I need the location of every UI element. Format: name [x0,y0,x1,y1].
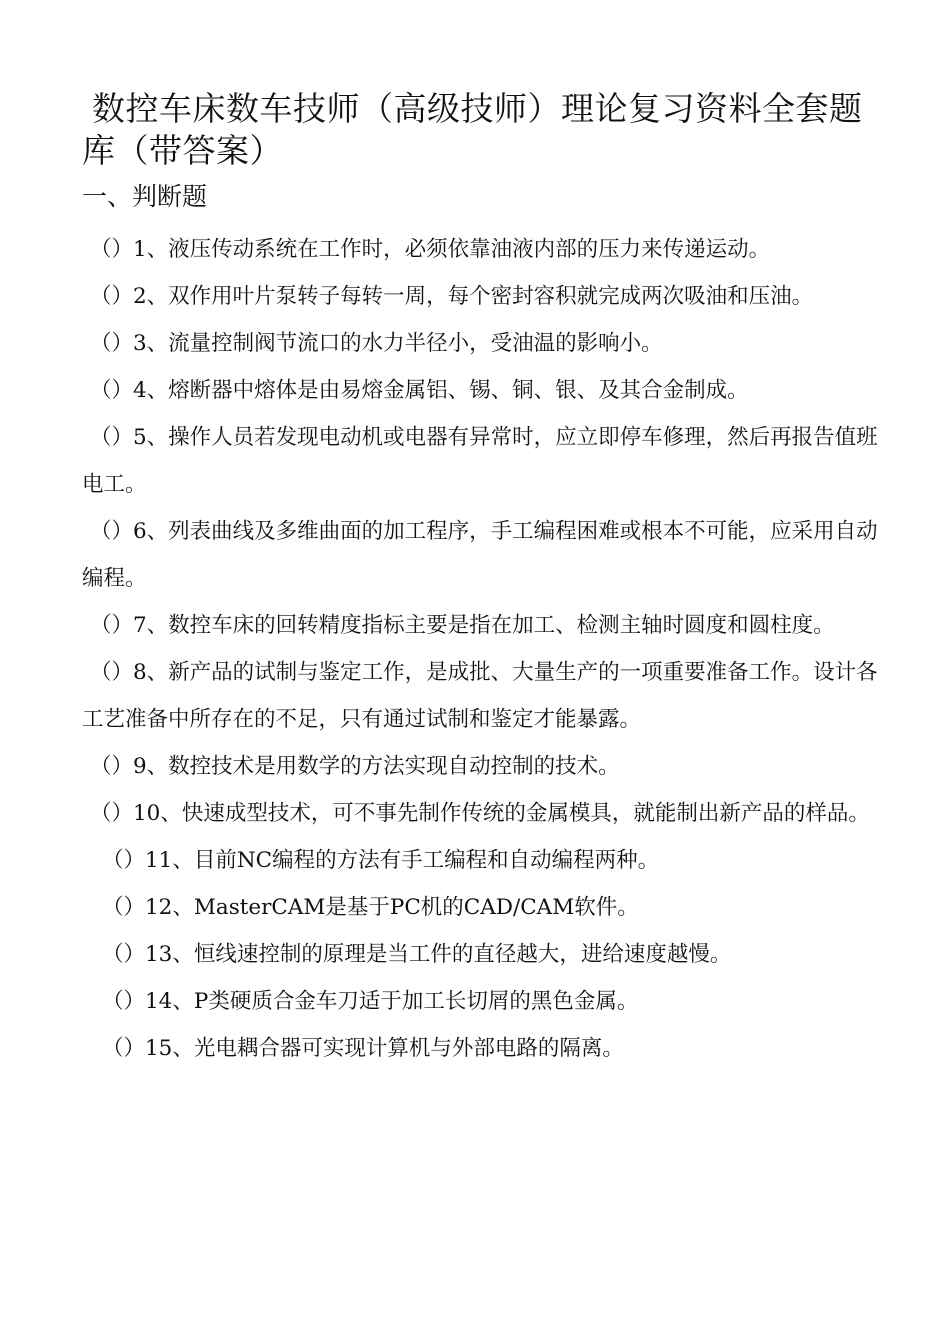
question-item: （）11、目前NC编程的方法有手工编程和自动编程两种。 [102,848,660,873]
question-item: （）15、光电耦合器可实现计算机与外部电路的隔离。 [102,1036,624,1061]
question-item: （）3、流量控制阀节流口的水力半径小，受油温的影响小。 [90,331,663,356]
question-list [82,226,882,1072]
question-item: （）4、熔断器中熔体是由易熔金属铝、锡、铜、银、及其合金制成。 [90,378,749,403]
section-heading: 一、判断题 [82,182,208,211]
document-title: 数控车床数车技师（高级技师）理论复习资料全套题库（带答案） [82,89,863,170]
question-item: （）5、操作人员若发现电动机或电器有异常时，应立即停车修理，然后再报告值班电工。 [82,425,878,497]
question-item: （）8、新产品的试制与鉴定工作，是成批、大量生产的一项重要准备工作。设计各工艺准备中所存在的不足，只有通过试制和鉴定才能暴露。 [82,660,878,732]
question-item: （）1、液压传动系统在工作时，必须依靠油液内部的压力来传递运动。 [90,237,771,262]
question-item: （）7、数控车床的回转精度指标主要是指在加工、检测主轴时圆度和圆柱度。 [90,613,835,638]
question-item: （）13、恒线速控制的原理是当工件的直径越大，进给速度越慢。 [102,942,732,967]
question-item: （）9、数控技术是用数学的方法实现自动控制的技术。 [90,754,620,779]
question-item: （）6、列表曲线及多维曲面的加工程序，手工编程困难或根本不可能，应采用自动编程。 [82,519,878,591]
question-item: （）10、快速成型技术，可不事先制作传统的金属模具，就能制出新产品的样品。 [90,801,870,826]
question-item: （）14、P类硬质合金车刀适于加工长切屑的黑色金属。 [102,989,639,1014]
question-item: （）12、MasterCAM是基于PC机的CAD/CAM软件。 [102,895,639,920]
question-item: （）2、双作用叶片泵转子每转一周，每个密封容积就完成两次吸油和压油。 [90,284,814,309]
